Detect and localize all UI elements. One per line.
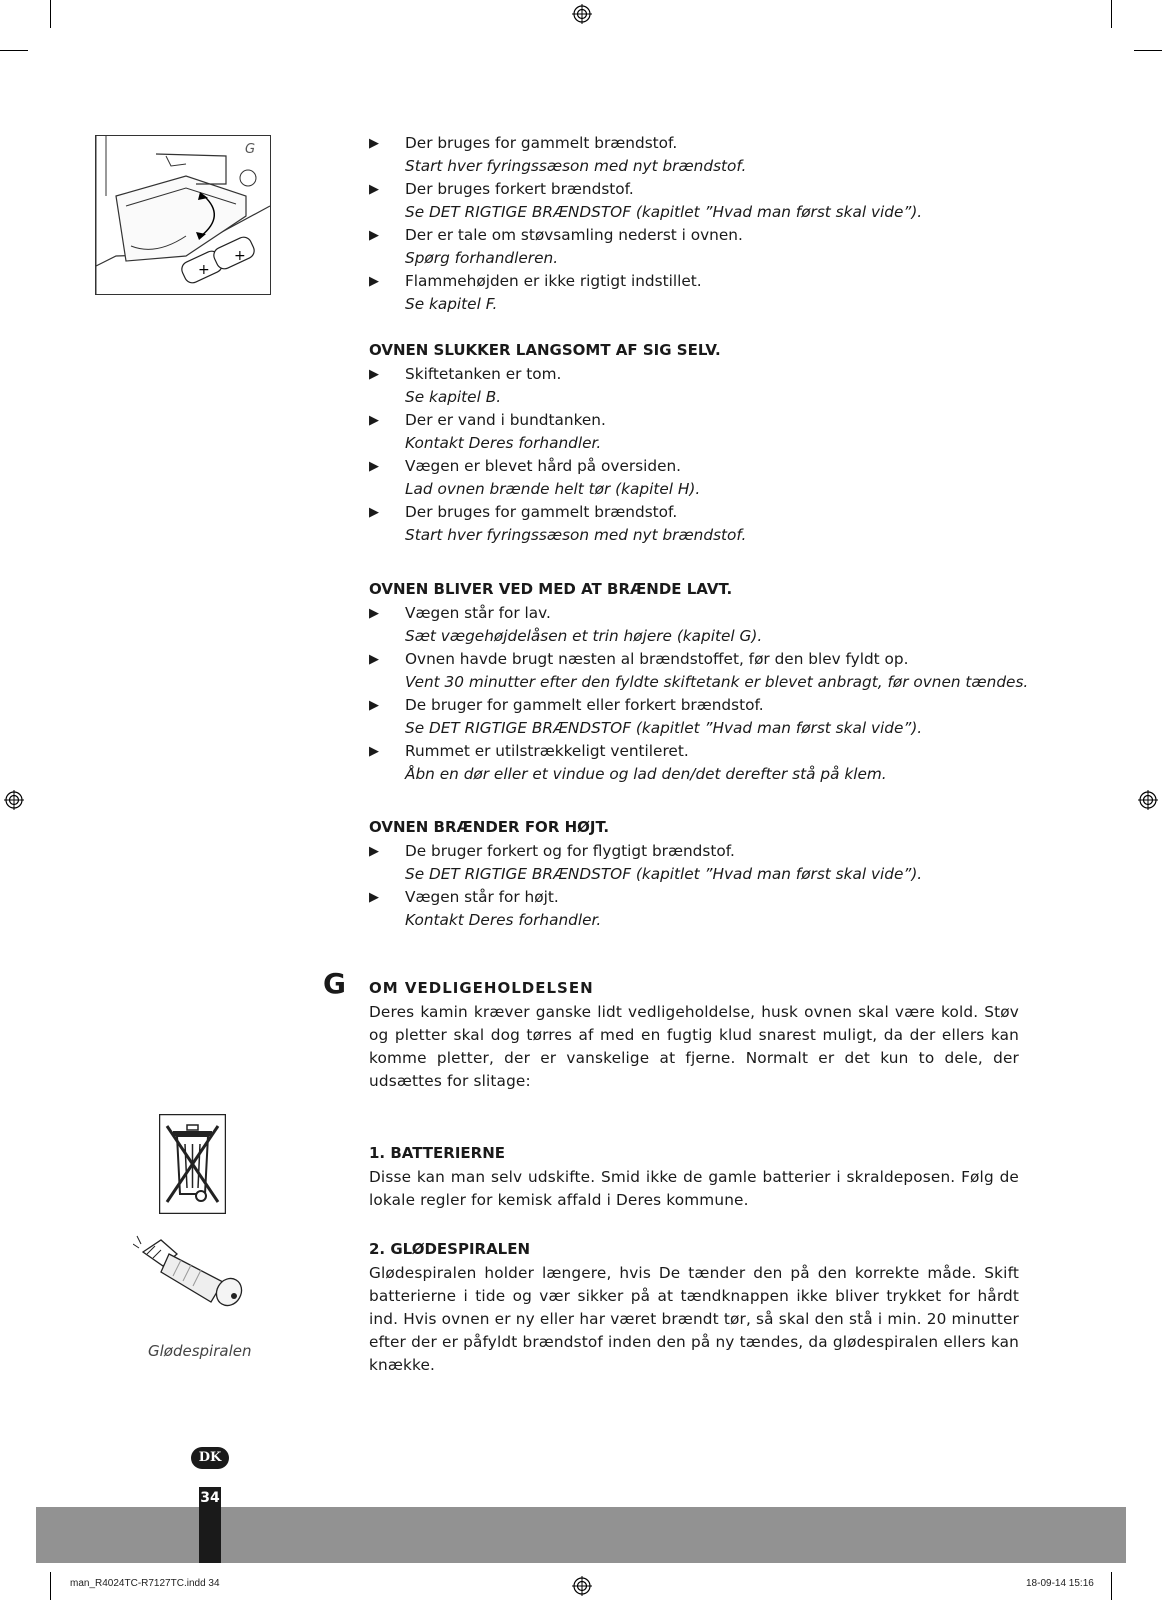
- list-item-remedy: Start hver fyringssæson med nyt brændstof.: [405, 526, 747, 544]
- crop-mark: [50, 1572, 51, 1600]
- bullet-arrow-icon: ▶: [369, 844, 379, 859]
- file-slug: man_R4024TC-R7127TC.indd 34: [70, 1578, 220, 1589]
- crop-mark: [1111, 0, 1112, 28]
- bullet-arrow-icon: ▶: [369, 136, 379, 151]
- list-item-problem: Vægen står for højt.: [405, 888, 559, 906]
- figure-label: G: [245, 142, 256, 157]
- chapter-intro: Deres kamin kræver ganske lidt vedligeholdelse, husk ovnen skal være kold. Støv og pletter skal dog tørres af med en fugtig klud snarest muligt, da der ellers kan komme pletter, der er vanskelige at fjerne. Normalt er det kun to dele, der udsættes for slitage:: [369, 1003, 1019, 1090]
- glow-plug-caption: Glødespiralen: [148, 1342, 252, 1360]
- bullet-arrow-icon: ▶: [369, 606, 379, 621]
- list-item-problem: Flammehøjden er ikke rigtigt indstillet.: [405, 272, 702, 290]
- list-item-remedy: Spørg forhandleren.: [405, 249, 559, 267]
- list-item-problem: Vægen er blevet hård på oversiden.: [405, 457, 682, 475]
- crop-mark: [1134, 50, 1162, 51]
- svg-text:+: +: [198, 262, 210, 278]
- list-item-problem: Vægen står for lav.: [405, 604, 551, 622]
- weee-crossed-bin-icon: [159, 1114, 226, 1214]
- list-item-problem: Skiftetanken er tom.: [405, 365, 562, 383]
- list-item-remedy: Se DET RIGTIGE BRÆNDSTOF (kapitlet ”Hvad man først skal vide”).: [405, 865, 923, 883]
- chapter-letter: G: [323, 967, 346, 1000]
- list-item-problem: Ovnen havde brugt næsten al brændstoffet, før den blev fyldt op.: [405, 650, 909, 668]
- registration-mark-icon: [1138, 790, 1158, 810]
- bullet-arrow-icon: ▶: [369, 698, 379, 713]
- glow-plug-illustration: [133, 1232, 253, 1312]
- section-heading-hojt: OVNEN BRÆNDER FOR HØJT.: [369, 818, 610, 836]
- bullet-arrow-icon: ▶: [369, 367, 379, 382]
- list-item-problem: Der bruges for gammelt brændstof.: [405, 503, 678, 521]
- registration-mark-icon: [572, 4, 592, 24]
- batteries-text: Disse kan man selv udskifte. Smid ikke de gamle batterier i skraldeposen. Følg de lokale regler for kemisk affald i Deres kommune.: [369, 1168, 1019, 1209]
- bullet-arrow-icon: ▶: [369, 413, 379, 428]
- glow-heading: 2. GLØDESPIRALEN: [369, 1240, 531, 1258]
- crop-mark: [50, 0, 51, 28]
- list-item-remedy: Se DET RIGTIGE BRÆNDSTOF (kapitlet ”Hvad man først skal vide”).: [405, 203, 923, 221]
- list-item-remedy: Se kapitel F.: [405, 295, 498, 313]
- language-badge: DK: [191, 1447, 229, 1469]
- list-item-problem: Der bruges for gammelt brændstof.: [405, 134, 678, 152]
- section-heading-lavt: OVNEN BLIVER VED MED AT BRÆNDE LAVT.: [369, 580, 733, 598]
- battery-compartment-figure: [95, 135, 271, 295]
- svg-text:+: +: [234, 248, 246, 264]
- section-heading-slukker: OVNEN SLUKKER LANGSOMT AF SIG SELV.: [369, 341, 721, 359]
- bullet-arrow-icon: ▶: [369, 274, 379, 289]
- list-item-remedy: Start hver fyringssæson med nyt brændstof.: [405, 157, 747, 175]
- list-item-problem: Der er vand i bundtanken.: [405, 411, 606, 429]
- registration-mark-icon: [572, 1576, 592, 1596]
- list-item-remedy: Se kapitel B.: [405, 388, 502, 406]
- bullet-arrow-icon: ▶: [369, 652, 379, 667]
- list-item-remedy: Åbn en dør eller et vindue og lad den/det derefter stå på klem.: [405, 765, 887, 783]
- registration-mark-icon: [4, 790, 24, 810]
- bullet-arrow-icon: ▶: [369, 505, 379, 520]
- bullet-arrow-icon: ▶: [369, 744, 379, 759]
- list-item-remedy: Se DET RIGTIGE BRÆNDSTOF (kapitlet ”Hvad man først skal vide”).: [405, 719, 923, 737]
- bullet-arrow-icon: ▶: [369, 890, 379, 905]
- bullet-arrow-icon: ▶: [369, 459, 379, 474]
- date-slug: 18-09-14 15:16: [1026, 1578, 1094, 1589]
- list-item-remedy: Kontakt Deres forhandler.: [405, 911, 602, 929]
- list-item-remedy: Lad ovnen brænde helt tør (kapitel H).: [405, 480, 701, 498]
- list-item-remedy: Vent 30 minutter efter den fyldte skiftetank er blevet anbragt, før ovnen tændes.: [405, 673, 1029, 691]
- list-item-problem: De bruger for gammelt eller forkert brændstof.: [405, 696, 764, 714]
- list-item-remedy: Sæt vægehøjdelåsen et trin højere (kapitel G).: [405, 627, 763, 645]
- list-item-problem: Rummet er utilstrækkeligt ventileret.: [405, 742, 689, 760]
- list-item-problem: Der bruges forkert brændstof.: [405, 180, 634, 198]
- chapter-title: OM VEDLIGEHOLDELSEN: [369, 979, 594, 997]
- glow-text: Glødespiralen holder længere, hvis De tænder den på den korrekte måde. Skift batterierne i tide og vær sikker på at tændknappen ikke bliver trykket for hårdt ind. Hvis ovnen er ny eller har været brændt tør, så skal den stå i min. 20 minutter efter der er påfyldt brændstof inden den på ny tændes, da glødespiralen ellers kan knække.: [369, 1264, 1019, 1374]
- list-item-problem: Der er tale om støvsamling nederst i ovnen.: [405, 226, 743, 244]
- battery-compartment-illustration: [96, 136, 270, 294]
- list-item-remedy: Kontakt Deres forhandler.: [405, 434, 602, 452]
- list-item-problem: De bruger forkert og for flygtigt brændstof.: [405, 842, 735, 860]
- bullet-arrow-icon: ▶: [369, 182, 379, 197]
- batteries-heading: 1. BATTERIERNE: [369, 1144, 506, 1162]
- crop-mark: [0, 50, 28, 51]
- bullet-arrow-icon: ▶: [369, 228, 379, 243]
- page-number: 34: [200, 1490, 220, 1506]
- crop-mark: [1111, 1572, 1112, 1600]
